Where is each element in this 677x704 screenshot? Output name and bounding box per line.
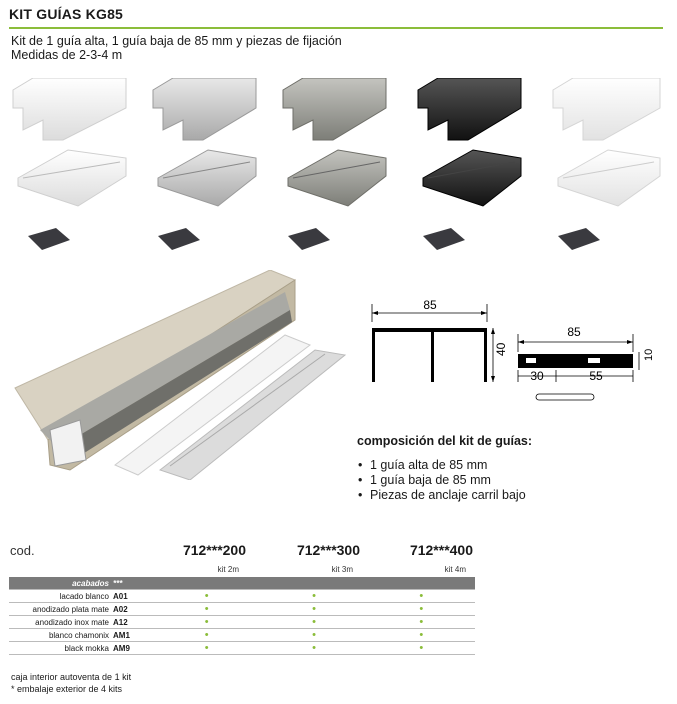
row-dot: • bbox=[368, 629, 475, 642]
finishes-table bbox=[9, 577, 475, 655]
page-title: KIT GUÍAS KG85 bbox=[9, 6, 124, 22]
row-dot: • bbox=[153, 590, 260, 603]
profile-black-mokka bbox=[418, 78, 521, 250]
row-dot: • bbox=[260, 590, 367, 603]
col-code-200: 712***200 bbox=[182, 542, 246, 558]
row-dot: • bbox=[260, 642, 367, 655]
row-dot: • bbox=[368, 603, 475, 616]
composition-list bbox=[358, 458, 526, 503]
composition-item: • 1 guía alta de 85 mm bbox=[358, 458, 526, 473]
row-code: A12 bbox=[113, 616, 153, 629]
row-dot: • bbox=[260, 629, 367, 642]
row-dot: • bbox=[260, 603, 367, 616]
profile-products-row bbox=[8, 78, 668, 268]
row-dot: • bbox=[368, 616, 475, 629]
footer-line-1: caja interior autoventa de 1 kit bbox=[11, 672, 132, 682]
table-header-row bbox=[9, 577, 475, 590]
upper-height-label: 40 bbox=[494, 342, 508, 356]
row-dot: • bbox=[153, 629, 260, 642]
profile-anodizado-plata bbox=[153, 78, 256, 250]
profile-lacado-blanco bbox=[13, 78, 126, 250]
table-row bbox=[9, 629, 475, 642]
lower-left-label: 30 bbox=[530, 369, 544, 383]
lower-width-label: 85 bbox=[567, 325, 581, 339]
row-label: anodizado inox mate bbox=[9, 616, 113, 629]
row-label: black mokka bbox=[9, 642, 113, 655]
row-dot: • bbox=[260, 616, 367, 629]
profile-anodizado-inox bbox=[283, 78, 386, 250]
row-code: AM9 bbox=[113, 642, 153, 655]
row-label: lacado blanco bbox=[9, 590, 113, 603]
table-row bbox=[9, 603, 475, 616]
row-label: anodizado plata mate bbox=[9, 603, 113, 616]
composition-item: • 1 guía baja de 85 mm bbox=[358, 473, 526, 488]
profile-blanco-chamonix bbox=[553, 78, 660, 250]
lower-guide-section bbox=[518, 325, 655, 400]
profile-dimension-diagram bbox=[360, 296, 660, 406]
upper-guide-section bbox=[372, 298, 508, 382]
title-divider bbox=[9, 27, 663, 29]
col-code-300: 712***300 bbox=[296, 542, 360, 558]
footer-line-2: * embalaje exterior de 4 kits bbox=[11, 684, 123, 694]
row-code: AM1 bbox=[113, 629, 153, 642]
table-row bbox=[9, 642, 475, 655]
row-code: A01 bbox=[113, 590, 153, 603]
composition-item: • Piezas de anclaje carril bajo bbox=[358, 488, 526, 503]
kit-package-image bbox=[10, 270, 350, 480]
cod-label: cod. bbox=[10, 543, 35, 558]
composition-title: composición del kit de guías: bbox=[357, 434, 533, 448]
header-label: acabados bbox=[9, 577, 113, 590]
row-dot: • bbox=[368, 642, 475, 655]
table-row bbox=[9, 590, 475, 603]
lower-right-label: 55 bbox=[589, 369, 603, 383]
description-line-2: Medidas de 2-3-4 m bbox=[11, 48, 123, 62]
col-sub-300: kit 3m bbox=[331, 565, 353, 574]
row-dot: • bbox=[153, 603, 260, 616]
row-dot: • bbox=[153, 642, 260, 655]
row-dot: • bbox=[368, 590, 475, 603]
row-code: A02 bbox=[113, 603, 153, 616]
col-code-400: 712***400 bbox=[409, 542, 473, 558]
upper-width-label: 85 bbox=[423, 298, 437, 312]
header-code: *** bbox=[113, 577, 153, 590]
col-sub-200: kit 2m bbox=[217, 565, 239, 574]
row-label: blanco chamonix bbox=[9, 629, 113, 642]
lower-height-label: 10 bbox=[643, 348, 655, 361]
table-row bbox=[9, 616, 475, 629]
description-line-1: Kit de 1 guía alta, 1 guía baja de 85 mm y piezas de fijación bbox=[11, 34, 342, 48]
col-sub-400: kit 4m bbox=[444, 565, 466, 574]
row-dot: • bbox=[153, 616, 260, 629]
